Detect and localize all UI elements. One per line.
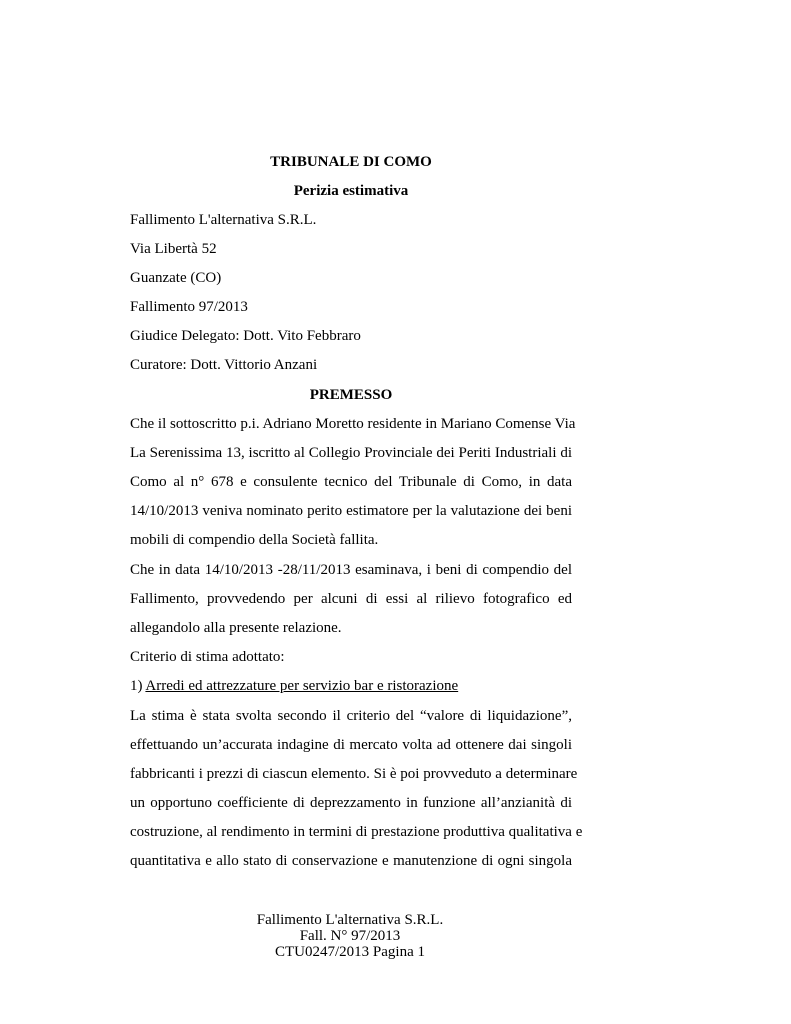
paragraph-line: Como al n° 678 e consulente tecnico del Tribunale di Como, in data <box>130 474 572 490</box>
delegated-judge: Giudice Delegato: Dott. Vito Febbraro <box>130 328 361 344</box>
paragraph-line: mobili di compendio della Società fallita. <box>130 532 379 548</box>
court-title: TRIBUNALE DI COMO <box>270 154 432 170</box>
footer-case-number: Fall. N° 97/2013 <box>299 928 401 944</box>
premise-heading: PREMESSO <box>309 387 393 403</box>
case-number: Fallimento 97/2013 <box>130 299 248 315</box>
paragraph-line: quantitativa e allo stato di conservazione e manutenzione di ogni singola <box>130 853 572 869</box>
section-item <box>130 677 458 695</box>
paragraph-line: Fallimento, provvedendo per alcuni di essi al rilievo fotografico ed <box>130 591 572 607</box>
document-type-title: Perizia estimativa <box>293 183 409 199</box>
paragraph-line: Che il sottoscritto p.i. Adriano Moretto residente in Mariano Comense Via <box>130 416 576 432</box>
paragraph-line: un opportuno coefficiente di deprezzamento in funzione all’anzianità di <box>130 795 572 811</box>
company-name: Fallimento L'alternativa S.R.L. <box>130 212 317 228</box>
paragraph-line: Che in data 14/10/2013 -28/11/2013 esaminava, i beni di compendio del <box>130 562 572 578</box>
paragraph-line: effettuando un’accurata indagine di mercato volta ad ottenere dai singoli <box>130 737 572 753</box>
paragraph-line: La Serenissima 13, iscritto al Collegio Provinciale dei Periti Industriali di <box>130 445 572 461</box>
section-item-title: Arredi ed attrezzature per servizio bar e ristorazione <box>145 678 459 694</box>
page-footer <box>250 912 450 960</box>
section-item-number: 1) <box>130 678 146 694</box>
paragraph-line: costruzione, al rendimento in termini di prestazione produttiva qualitativa e <box>130 824 583 840</box>
paragraph-line: 14/10/2013 veniva nominato perito estimatore per la valutazione dei beni <box>130 503 572 519</box>
criteria-label: Criterio di stima adottato: <box>130 649 285 665</box>
curator: Curatore: Dott. Vittorio Anzani <box>130 357 318 373</box>
company-address: Via Libertà 52 <box>130 241 217 257</box>
company-city: Guanzate (CO) <box>130 270 222 286</box>
footer-page-reference: CTU0247/2013 Pagina 1 <box>275 944 425 960</box>
paragraph-line: fabbricanti i prezzi di ciascun elemento. Si è poi provveduto a determinare <box>130 766 578 782</box>
paragraph-line: La stima è stata svolta secondo il criterio del “valore di liquidazione”, <box>130 708 572 724</box>
paragraph-line: allegandolo alla presente relazione. <box>130 620 342 636</box>
footer-company: Fallimento L'alternativa S.R.L. <box>256 912 444 928</box>
